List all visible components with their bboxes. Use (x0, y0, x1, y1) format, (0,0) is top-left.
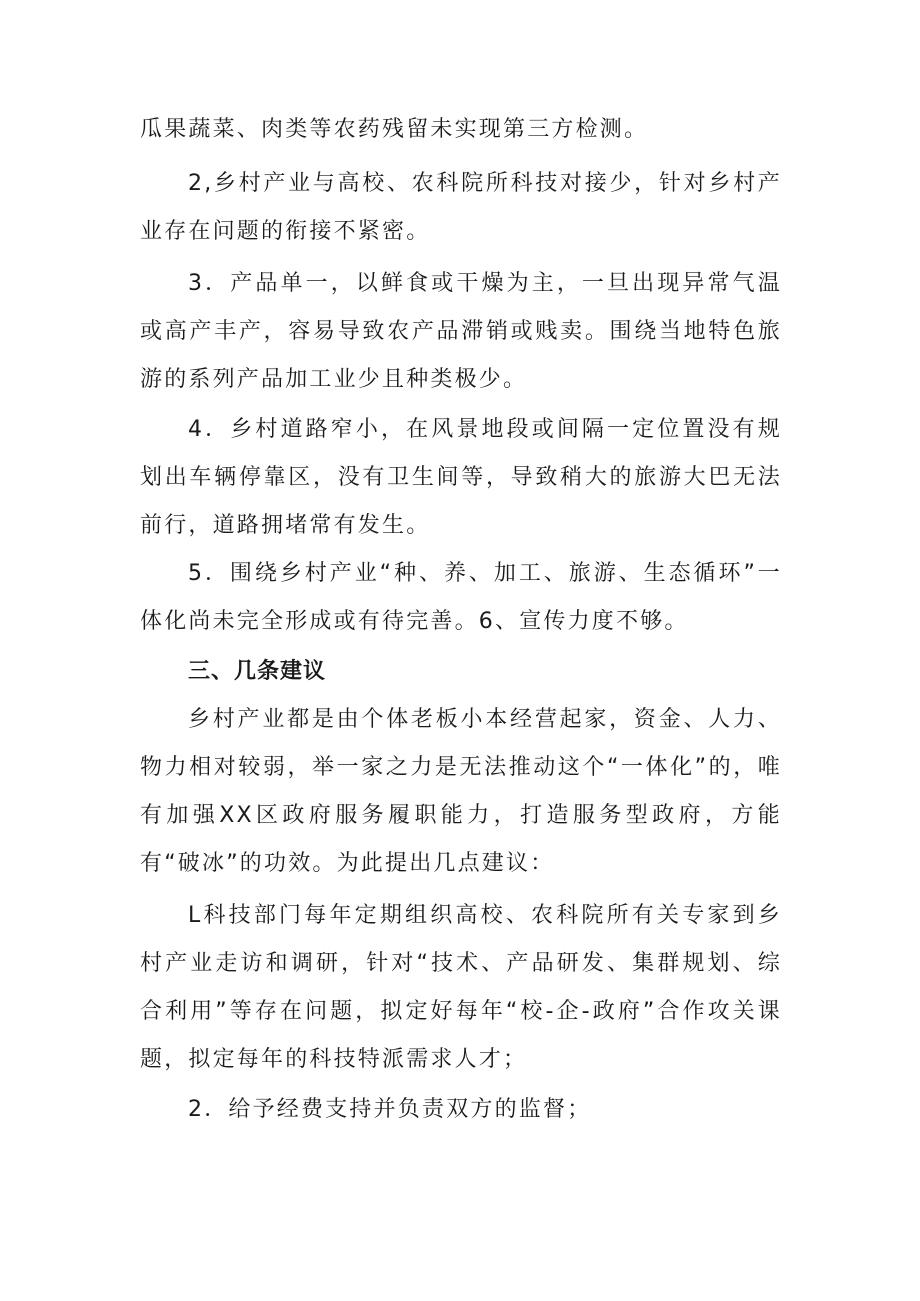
section-heading: 三、几条建议 (188, 659, 327, 684)
paragraph-item-3: 3．产品单一，以鲜食或干燥为主，一旦出现异常气温或高产丰产，容易导致农产品滞销或贱卖。围绕当地特色旅游的系列产品加工业少且种类极少。 (140, 271, 782, 392)
paragraph-intro-suggestions: 乡村产业都是由个体老板小本经营起家，资金、人力、物力相对较弱，举一家之力是无法推动这个“一体化”的，唯有加强XX区政府服务履职能力，打造服务型政府，方能有“破冰”的功效。为此提出几点建议： (140, 707, 782, 876)
paragraph-suggestion-2: 2．给予经费支持并负责双方的监督； (188, 1097, 592, 1122)
paragraph-pesticide-testing: 瓜果蔬菜、肉类等农药残留未实现第三方检测。 (140, 117, 649, 142)
paragraph-item-2: 2,乡村产业与高校、农科院所科技对接少，针对乡村产业存在问题的衔接不紧密。 (140, 171, 782, 244)
paragraph-suggestion-1: L科技部门每年定期组织高校、农科院所有关专家到乡村产业走访和调研，针对“技术、产品研发、集群规划、综合利用”等存在问题，拟定好每年“校-企-政府”合作攻关课题，拟定每年的科技特派需求人才； (140, 903, 782, 1072)
paragraph-item-4: 4．乡村道路窄小，在风景地段或间隔一定位置没有规划出车辆停靠区，没有卫生间等，导致稍大的旅游大巴无法前行，道路拥堵常有发生。 (140, 417, 782, 538)
paragraph-item-5: 5．围绕乡村产业“种、养、加工、旅游、生态循环”一体化尚未完全形成或有待完善。6、宣传力度不够。 (140, 561, 782, 634)
